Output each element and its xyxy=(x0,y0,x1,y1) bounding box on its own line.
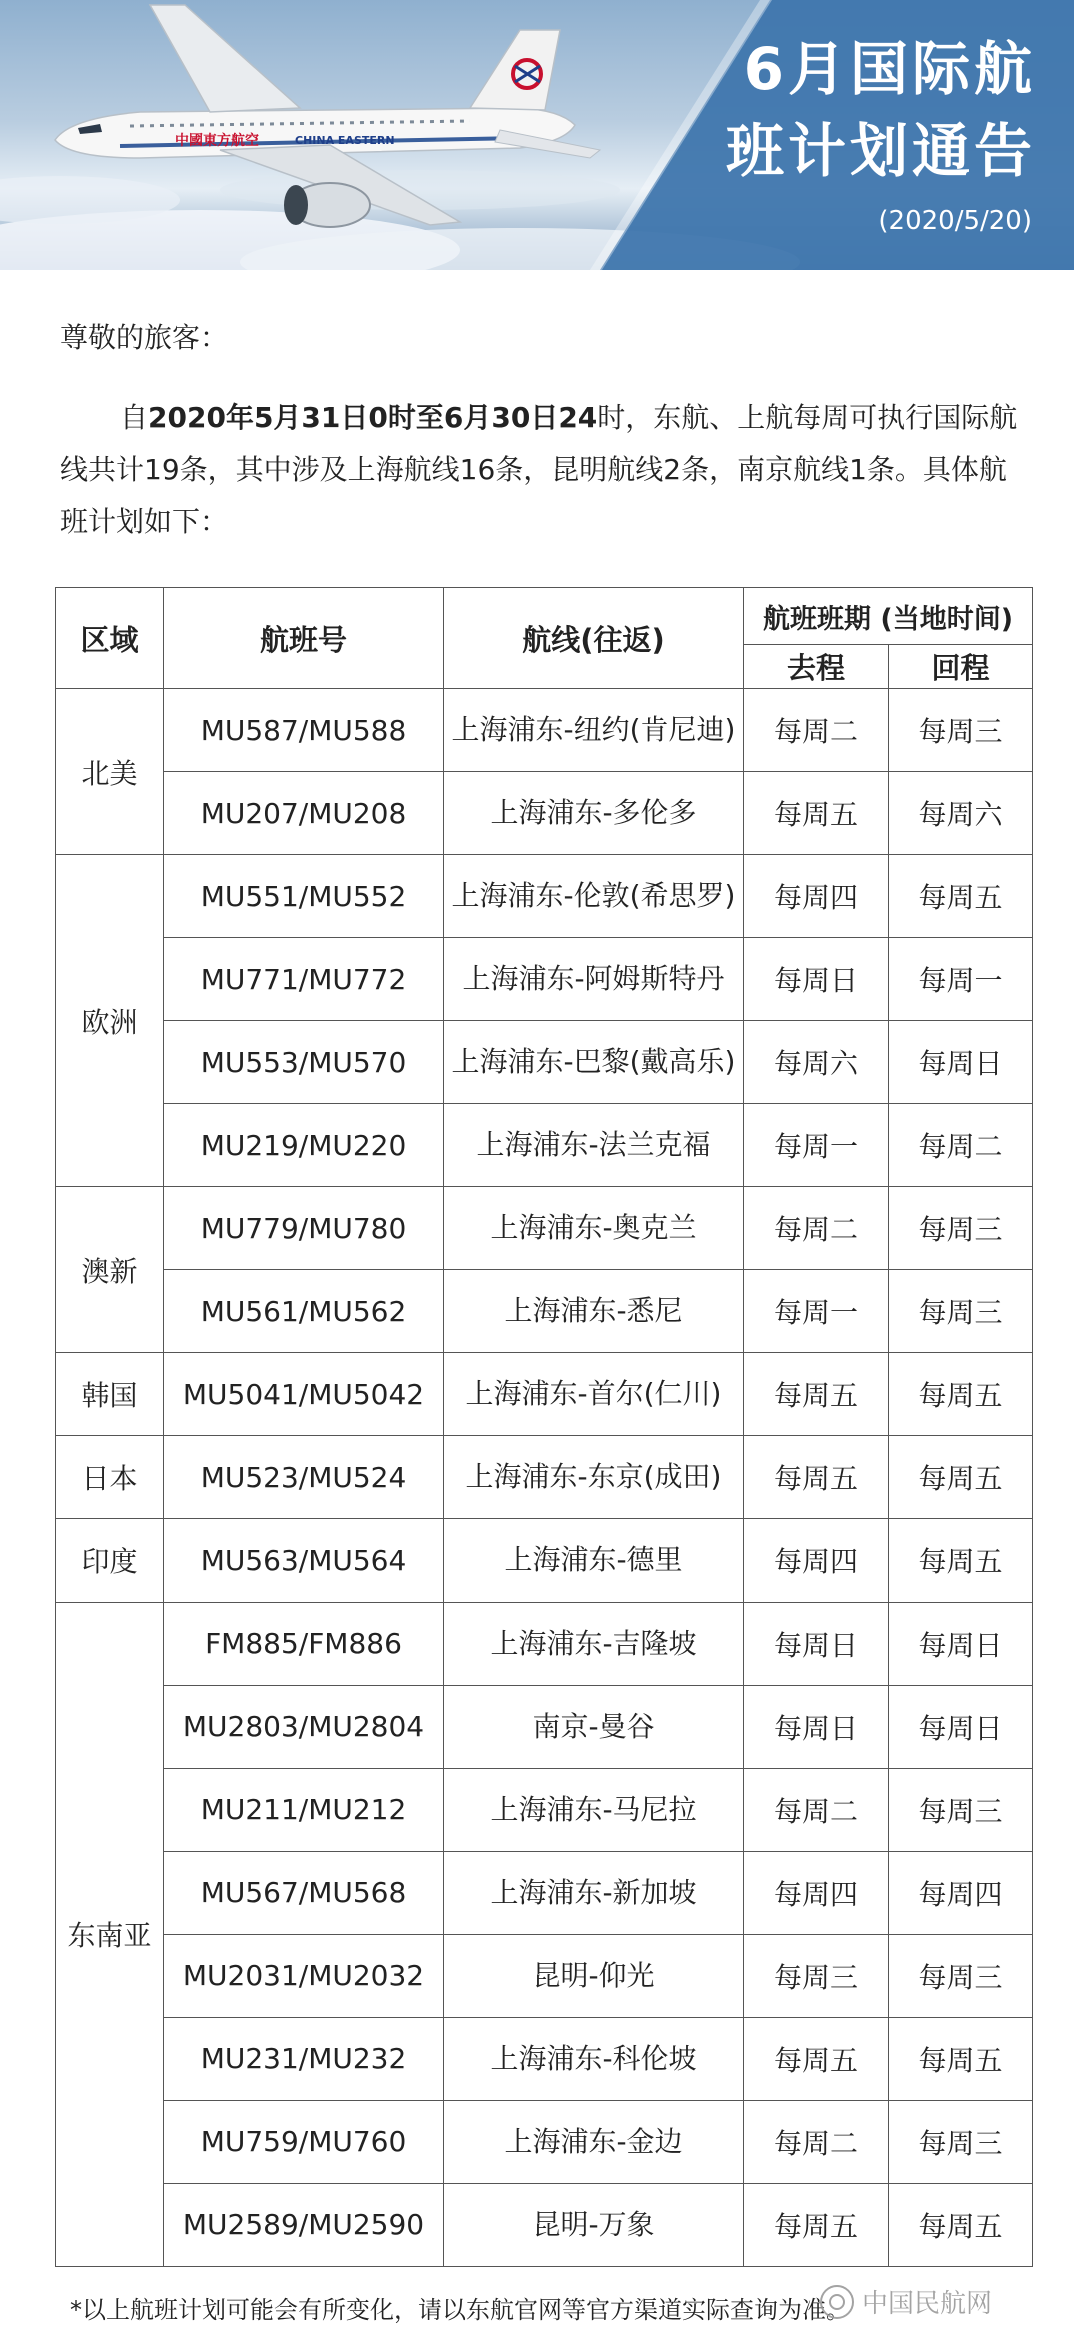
table-row xyxy=(56,1519,1033,1602)
outbound-day-cell: 每周三 xyxy=(744,1934,889,2017)
flight-number-cell: MU219/MU220 xyxy=(164,1104,444,1187)
region-cell: 韩国 xyxy=(56,1353,164,1436)
outbound-day-cell: 每周五 xyxy=(744,772,889,855)
outbound-day-cell: 每周五 xyxy=(744,2017,889,2100)
airline-name-en: CHINA EASTERN xyxy=(295,134,395,147)
flight-number-cell: MU211/MU212 xyxy=(164,1768,444,1851)
inbound-day-cell: 每周五 xyxy=(889,2183,1033,2266)
table-row xyxy=(56,1104,1033,1187)
outbound-day-cell: 每周一 xyxy=(744,1270,889,1353)
inbound-day-cell: 每周五 xyxy=(889,2017,1033,2100)
table-row xyxy=(56,1353,1033,1436)
route-cell: 上海浦东-马尼拉 xyxy=(444,1768,744,1851)
outbound-day-cell: 每周四 xyxy=(744,1851,889,1934)
table-row xyxy=(56,689,1033,772)
route-cell: 上海浦东-伦敦(希思罗) xyxy=(444,855,744,938)
flight-number-cell: MU2031/MU2032 xyxy=(164,1934,444,2017)
route-cell: 上海浦东-悉尼 xyxy=(444,1270,744,1353)
region-cell: 欧洲 xyxy=(56,855,164,1187)
flight-number-cell: FM885/FM886 xyxy=(164,1602,444,1685)
table-header xyxy=(56,588,1033,689)
inbound-day-cell: 每周六 xyxy=(889,772,1033,855)
route-cell: 上海浦东-法兰克福 xyxy=(444,1104,744,1187)
inbound-day-cell: 每周三 xyxy=(889,1270,1033,1353)
header-region: 区域 xyxy=(56,588,164,689)
table-row xyxy=(56,1021,1033,1104)
flight-number-cell: MU523/MU524 xyxy=(164,1436,444,1519)
route-cell: 上海浦东-多伦多 xyxy=(444,772,744,855)
greeting: 尊敬的旅客： xyxy=(60,321,229,354)
route-cell: 昆明-万象 xyxy=(444,2183,744,2266)
title-panel xyxy=(725,0,1074,270)
inbound-day-cell: 每周五 xyxy=(889,1519,1033,1602)
route-cell: 上海浦东-科伦坡 xyxy=(444,2017,744,2100)
inbound-day-cell: 每周四 xyxy=(889,1851,1033,1934)
region-cell: 东南亚 xyxy=(56,1602,164,2266)
intro-text: 时，东航、上航每周可执行国际航线共计19条，其中涉及上海航线16条，昆明航线2条，南京航线1条。具体航班计划如下： xyxy=(60,401,1018,538)
outbound-day-cell: 每周二 xyxy=(744,1187,889,1270)
route-cell: 上海浦东-纽约(肯尼迪) xyxy=(444,689,744,772)
table-row xyxy=(56,2100,1033,2183)
table-row xyxy=(56,1187,1033,1270)
table-row xyxy=(56,2183,1033,2266)
intro-prefix: 自 xyxy=(120,401,149,434)
region-cell: 印度 xyxy=(56,1519,164,1602)
table-row xyxy=(56,938,1033,1021)
header-period: 航班班期 (当地时间) xyxy=(744,588,1033,645)
flight-number-cell: MU231/MU232 xyxy=(164,2017,444,2100)
flight-number-cell: MU587/MU588 xyxy=(164,689,444,772)
inbound-day-cell: 每周日 xyxy=(889,1602,1033,1685)
inbound-day-cell: 每周三 xyxy=(889,1768,1033,1851)
outbound-day-cell: 每周日 xyxy=(744,938,889,1021)
flight-number-cell: MU553/MU570 xyxy=(164,1021,444,1104)
route-cell: 上海浦东-奥克兰 xyxy=(444,1187,744,1270)
table-row xyxy=(56,1934,1033,2017)
region-cell: 北美 xyxy=(56,689,164,855)
outbound-day-cell: 每周二 xyxy=(744,689,889,772)
flight-number-cell: MU5041/MU5042 xyxy=(164,1353,444,1436)
inbound-day-cell: 每周二 xyxy=(889,1104,1033,1187)
route-cell: 上海浦东-吉隆坡 xyxy=(444,1602,744,1685)
flight-number-cell: MU207/MU208 xyxy=(164,772,444,855)
region-cell: 澳新 xyxy=(56,1187,164,1353)
inbound-day-cell: 每周日 xyxy=(889,1021,1033,1104)
inbound-day-cell: 每周三 xyxy=(889,689,1033,772)
outbound-day-cell: 每周五 xyxy=(744,1353,889,1436)
flight-number-cell: MU563/MU564 xyxy=(164,1519,444,1602)
outbound-day-cell: 每周四 xyxy=(744,1519,889,1602)
footnote: *以上航班计划可能会有所变化，请以东航官网等官方渠道实际查询为准。 xyxy=(70,2296,850,2324)
outbound-day-cell: 每周日 xyxy=(744,1602,889,1685)
notice-date: (2020/5/20) xyxy=(878,206,1032,236)
table-row xyxy=(56,1436,1033,1519)
inbound-day-cell: 每周五 xyxy=(889,1436,1033,1519)
outbound-day-cell: 每周五 xyxy=(744,2183,889,2266)
header-inbound: 回程 xyxy=(889,645,1033,689)
inbound-day-cell: 每周五 xyxy=(889,1353,1033,1436)
outbound-day-cell: 每周六 xyxy=(744,1021,889,1104)
flight-number-cell: MU2803/MU2804 xyxy=(164,1685,444,1768)
outbound-day-cell: 每周二 xyxy=(744,1768,889,1851)
route-cell: 上海浦东-德里 xyxy=(444,1519,744,1602)
inbound-day-cell: 每周日 xyxy=(889,1685,1033,1768)
outbound-day-cell: 每周日 xyxy=(744,1685,889,1768)
watermark-text: 中国民航网 xyxy=(862,2289,993,2319)
inbound-day-cell: 每周三 xyxy=(889,1934,1033,2017)
outbound-day-cell: 每周五 xyxy=(744,1436,889,1519)
route-cell: 昆明-仰光 xyxy=(444,1934,744,2017)
header-banner xyxy=(0,0,1074,270)
flight-number-cell: MU567/MU568 xyxy=(164,1851,444,1934)
table-row xyxy=(56,1602,1033,1685)
route-cell: 上海浦东-新加坡 xyxy=(444,1851,744,1934)
table-row xyxy=(56,1851,1033,1934)
table-row xyxy=(56,772,1033,855)
watermark-logo-icon xyxy=(820,2285,854,2319)
route-cell: 上海浦东-金边 xyxy=(444,2100,744,2183)
inbound-day-cell: 每周一 xyxy=(889,938,1033,1021)
page-title-line1: 6月国际航 xyxy=(743,35,1036,103)
route-cell: 上海浦东-阿姆斯特丹 xyxy=(444,938,744,1021)
route-cell: 上海浦东-巴黎(戴高乐) xyxy=(444,1021,744,1104)
inbound-day-cell: 每周五 xyxy=(889,855,1033,938)
airline-name-cn: 中國東方航空 xyxy=(175,133,259,149)
table-row xyxy=(56,2017,1033,2100)
header-route: 航线(往返) xyxy=(444,588,744,689)
table-body xyxy=(56,689,1033,2267)
table-row xyxy=(56,1768,1033,1851)
route-cell: 南京-曼谷 xyxy=(444,1685,744,1768)
table-row xyxy=(56,1685,1033,1768)
outbound-day-cell: 每周一 xyxy=(744,1104,889,1187)
header-flight: 航班号 xyxy=(164,588,444,689)
flight-number-cell: MU759/MU760 xyxy=(164,2100,444,2183)
flight-number-cell: MU779/MU780 xyxy=(164,1187,444,1270)
page-title-line2: 班计划通告 xyxy=(725,117,1036,185)
intro-period: 2020年5月31日0时至6月30日24 xyxy=(148,401,598,434)
table-row xyxy=(56,1270,1033,1353)
header-outbound: 去程 xyxy=(744,645,889,689)
route-cell: 上海浦东-首尔(仁川) xyxy=(444,1353,744,1436)
outbound-day-cell: 每周二 xyxy=(744,2100,889,2183)
watermark xyxy=(820,2283,992,2320)
flight-number-cell: MU771/MU772 xyxy=(164,938,444,1021)
intro-paragraph xyxy=(60,392,1020,548)
inbound-day-cell: 每周三 xyxy=(889,1187,1033,1270)
inbound-day-cell: 每周三 xyxy=(889,2100,1033,2183)
outbound-day-cell: 每周四 xyxy=(744,855,889,938)
flight-number-cell: MU2589/MU2590 xyxy=(164,2183,444,2266)
table-row xyxy=(56,855,1033,938)
flight-schedule-table xyxy=(55,587,1033,2267)
route-cell: 上海浦东-东京(成田) xyxy=(444,1436,744,1519)
flight-number-cell: MU551/MU552 xyxy=(164,855,444,938)
flight-number-cell: MU561/MU562 xyxy=(164,1270,444,1353)
region-cell: 日本 xyxy=(56,1436,164,1519)
